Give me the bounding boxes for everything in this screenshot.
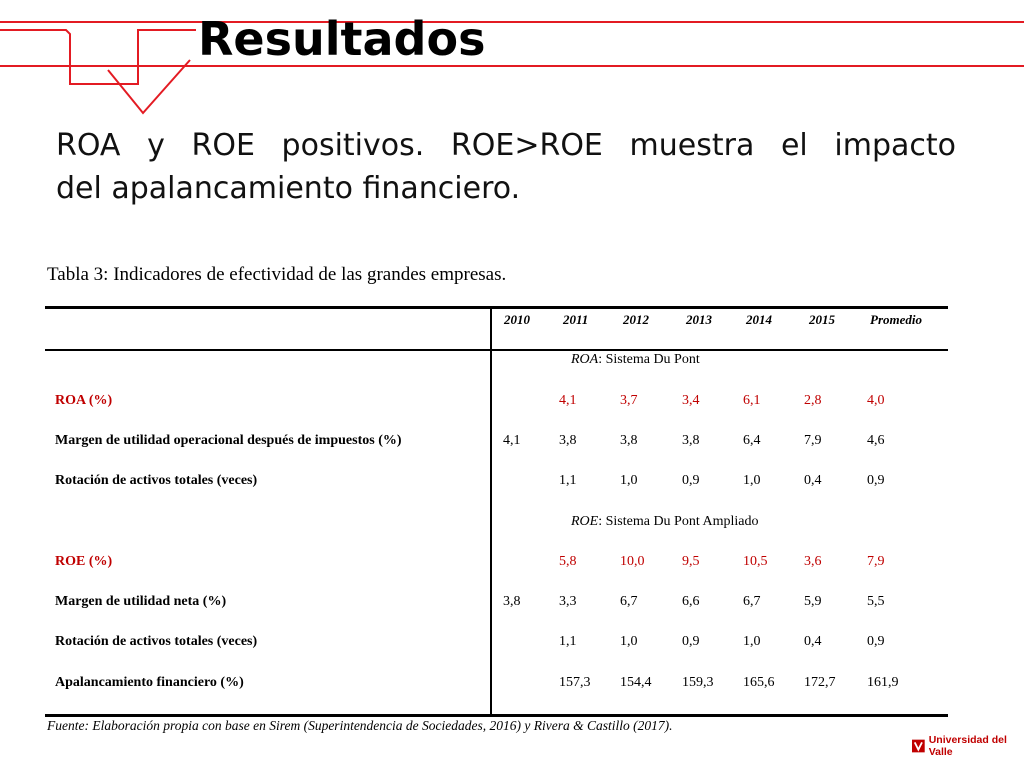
- table-cell: 3,3: [559, 594, 577, 609]
- row-label: Rotación de activos totales (veces): [55, 473, 258, 488]
- row-label: Margen de utilidad neta (%): [55, 594, 227, 609]
- table-cell: 4,0: [867, 393, 885, 408]
- column-header: Promedio: [870, 312, 922, 327]
- table-cell: 3,6: [804, 554, 822, 569]
- column-header: 2013: [686, 312, 712, 327]
- table-cell: 0,4: [804, 634, 822, 649]
- table-cell: 3,4: [682, 393, 700, 408]
- table-cell: 2,8: [804, 393, 822, 408]
- table-source-note: Fuente: Elaboración propia con base en Sirem (Superintendencia de Sociedades, 2016) y Rivera & Castillo (2017).: [47, 718, 673, 733]
- subtitle-line-2: del apalancamiento financiero.: [56, 171, 521, 206]
- table-cell: 4,6: [867, 433, 885, 448]
- university-name: Universidad del Valle: [928, 734, 1007, 758]
- university-logo: [912, 734, 1024, 758]
- table-cell: 3,8: [620, 433, 638, 448]
- table-cell: 6,7: [620, 594, 638, 609]
- table-bottom-rule: [45, 714, 948, 717]
- column-header: 2012: [623, 312, 649, 327]
- table-cell: 5,9: [804, 594, 822, 609]
- slide-subtitle: [56, 124, 956, 210]
- row-label: Apalancamiento financiero (%): [55, 675, 244, 690]
- section-title: : Sistema Du Pont Ampliado: [598, 514, 759, 529]
- row-label-roa: ROA (%): [55, 393, 113, 408]
- column-header: 2010: [504, 312, 530, 327]
- table-cell: 0,9: [867, 473, 885, 488]
- table-cell: 7,9: [867, 554, 885, 569]
- table-cell: 1,0: [743, 634, 761, 649]
- section-roa-heading: [571, 352, 700, 368]
- row-label-roe: ROE (%): [55, 554, 113, 569]
- table-cell: 4,1: [559, 393, 577, 408]
- table-caption: Tabla 3: Indicadores de efectividad de las grandes empresas.: [47, 264, 507, 285]
- table-cell: 0,9: [867, 634, 885, 649]
- table-cell: 9,5: [682, 554, 700, 569]
- table-cell: 157,3: [559, 675, 591, 690]
- column-header: 2014: [746, 312, 772, 327]
- table-cell: 1,0: [620, 634, 638, 649]
- university-emblem-icon: [912, 739, 925, 753]
- table-cell: 0,4: [804, 473, 822, 488]
- section-acronym: ROA: [571, 352, 599, 367]
- table-cell: 5,8: [559, 554, 577, 569]
- table-cell: 172,7: [804, 675, 836, 690]
- section-acronym: ROE: [571, 514, 599, 529]
- table-top-rule: [45, 306, 948, 309]
- table-cell: 6,4: [743, 433, 761, 448]
- table-cell: 7,9: [804, 433, 822, 448]
- table-cell: 1,1: [559, 634, 577, 649]
- table-cell: 6,7: [743, 594, 761, 609]
- table-cell: 5,5: [867, 594, 885, 609]
- column-header: 2015: [809, 312, 835, 327]
- table-cell: 3,8: [559, 433, 577, 448]
- table-cell: 10,0: [620, 554, 645, 569]
- section-roe-heading: [571, 514, 758, 530]
- header-decoration: [0, 0, 1024, 120]
- table-header-rule: [45, 349, 948, 351]
- section-title: : Sistema Du Pont: [598, 352, 700, 367]
- table-cell: 1,1: [559, 473, 577, 488]
- table-cell: 154,4: [620, 675, 652, 690]
- table-cell: 1,0: [620, 473, 638, 488]
- table-cell: 6,6: [682, 594, 700, 609]
- table-cell: 3,8: [682, 433, 700, 448]
- table-cell: 4,1: [503, 433, 521, 448]
- table-column-divider: [490, 308, 492, 716]
- table-cell: 1,0: [743, 473, 761, 488]
- column-header: 2011: [563, 312, 589, 327]
- row-label: Margen de utilidad operacional después de impuestos (%): [55, 433, 402, 448]
- table-cell: 0,9: [682, 473, 700, 488]
- table-cell: 10,5: [743, 554, 768, 569]
- slide-title: Resultados: [198, 12, 486, 66]
- table-cell: 3,8: [503, 594, 521, 609]
- table-cell: 165,6: [743, 675, 775, 690]
- table-cell: 0,9: [682, 634, 700, 649]
- subtitle-line-1: ROA y ROE positivos. ROE>ROE muestra el impacto: [56, 128, 956, 163]
- table-cell: 161,9: [867, 675, 899, 690]
- table-cell: 3,7: [620, 393, 638, 408]
- row-label: Rotación de activos totales (veces): [55, 634, 258, 649]
- table-cell: 6,1: [743, 393, 761, 408]
- table-cell: 159,3: [682, 675, 714, 690]
